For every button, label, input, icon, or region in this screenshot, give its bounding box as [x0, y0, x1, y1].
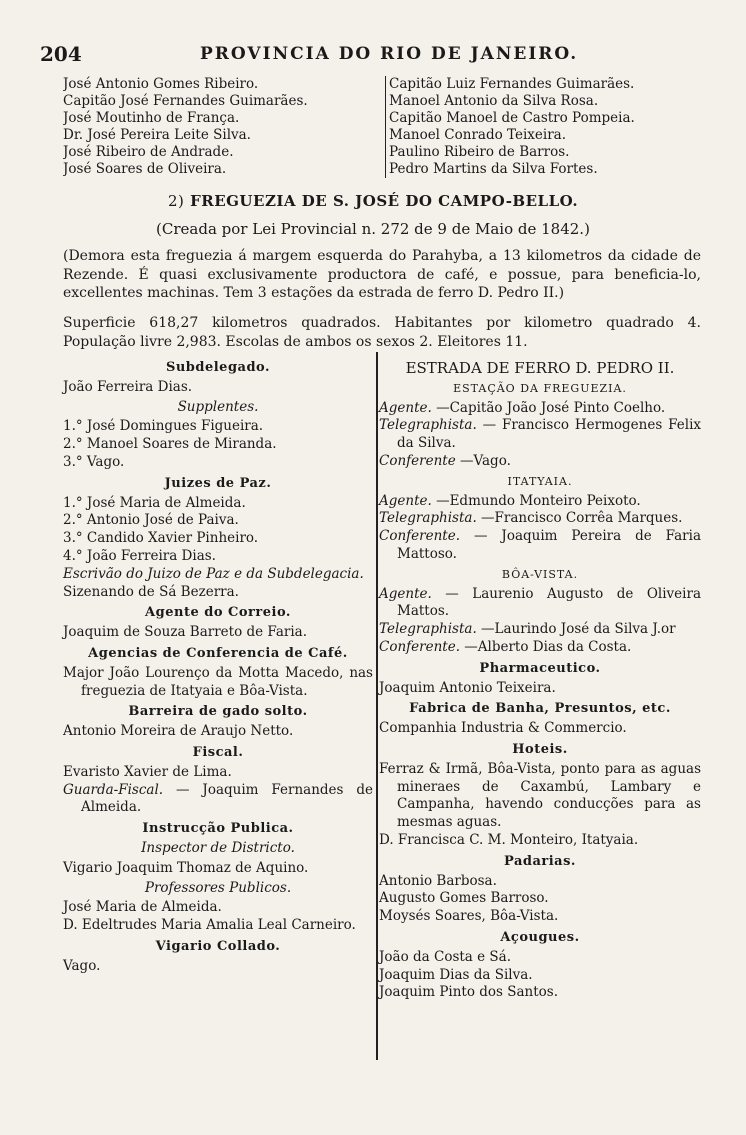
list-item: Joaquim Antonio Teixeira. — [379, 679, 556, 696]
section-name: FREGUEZIA DE S. JOSÉ DO CAMPO-BELLO. — [190, 192, 579, 210]
list-item: Antonio Barbosa. — [379, 872, 497, 889]
heading-juizes: Juizes de Paz. — [164, 475, 272, 491]
list-item — [379, 510, 701, 528]
guarda-name: — Joaquim Fernandes de Almeida. — [81, 781, 373, 816]
heading-itatyaia: ITATYAIA. — [507, 474, 573, 488]
role-label: Agente. — [379, 492, 432, 509]
list-item — [379, 621, 701, 639]
list-item: Capitão Manoel de Castro Pompeia. — [389, 110, 635, 126]
heading-inspector: Inspector de Districto. — [141, 839, 295, 856]
list-item: Paulino Ribeiro de Barros. — [389, 144, 570, 160]
left-column — [63, 356, 373, 976]
list-item: Pedro Martins da Silva Fortes. — [389, 161, 598, 177]
heading-hoteis: Hoteis. — [512, 741, 568, 757]
role-label: Telegraphista. — [379, 417, 477, 434]
heading-professores: Professores Publicos. — [144, 879, 292, 896]
top-list-right — [385, 76, 707, 178]
role-name: — Joaquim Pereira de Faria Mattoso. — [397, 528, 702, 562]
list-item: Joaquim de Souza Barreto de Faria. — [63, 624, 308, 641]
list-item: Dr. José Pereira Leite Silva. — [63, 127, 251, 143]
page-number: 204 — [40, 42, 82, 66]
role-name: —Francisco Corrêa Marques. — [481, 510, 683, 527]
list-item: Joaquim Pinto dos Santos. — [379, 984, 559, 1001]
list-item: Augusto Gomes Barroso. — [379, 890, 549, 907]
list-item: Sizenando de Sá Bezerra. — [63, 583, 239, 600]
list-item: 3.° Vago. — [63, 453, 125, 470]
heading-acougues: Açougues. — [500, 929, 580, 945]
top-list-left — [63, 76, 378, 178]
section-number: 2) — [167, 192, 185, 210]
list-item: Vago. — [63, 957, 101, 974]
section-stats: Superficie 618,27 kilometros quadrados. Habitantes por kilometro quadrado 4. População livre 2,983. Escolas de ambos os sexos 2. Eleitores 11. — [63, 315, 701, 350]
heading-pharmaceutico: Pharmaceutico. — [479, 660, 601, 676]
list-item — [379, 528, 701, 564]
list-item: Vigario Joaquim Thomaz de Aquino. — [63, 859, 309, 876]
list-item: Companhia Industria & Commercio. — [379, 720, 627, 737]
heading-fabrica: Fabrica de Banha, Presuntos, etc. — [409, 701, 671, 717]
heading-padarias: Padarias. — [504, 853, 576, 869]
list-item: João da Costa e Sá. — [379, 948, 512, 965]
right-column — [379, 360, 701, 1002]
heading-fiscal: Fiscal. — [192, 744, 244, 760]
role-label: Conferente — [379, 452, 456, 469]
list-item: 1.° José Maria de Almeida. — [63, 494, 246, 511]
list-item: Manoel Antonio da Silva Rosa. — [389, 93, 599, 109]
list-item: Capitão Luiz Fernandes Guimarães. — [389, 76, 635, 92]
list-item — [379, 417, 701, 453]
list-item — [63, 782, 373, 818]
list-item: 3.° Candido Xavier Pinheiro. — [63, 530, 259, 547]
role-label: Telegraphista. — [379, 621, 477, 638]
column-divider — [376, 352, 378, 1060]
list-item: Moysés Soares, Bôa-Vista. — [379, 908, 559, 925]
list-item: João Ferreira Dias. — [63, 378, 193, 395]
list-item: Manoel Conrado Teixeira. — [389, 127, 566, 143]
role-label: Telegraphista. — [379, 510, 477, 527]
page-header — [40, 42, 700, 68]
list-item: D. Edeltrudes Maria Amalia Leal Carneiro. — [63, 917, 356, 934]
list-item: Antonio Moreira de Araujo Netto. — [63, 723, 294, 740]
list-item: José Antonio Gomes Ribeiro. — [63, 76, 259, 92]
heading-boavista: BÔA-VISTA. — [501, 567, 579, 581]
role-name: —Edmundo Monteiro Peixoto. — [436, 492, 641, 509]
list-item: José Soares de Oliveira. — [63, 161, 227, 177]
heading-vigario: Vigario Collado. — [155, 938, 281, 954]
list-item: Joaquim Dias da Silva. — [379, 966, 533, 983]
list-item: D. Francisca C. M. Monteiro, Itatyaia. — [379, 831, 639, 848]
list-item: 2.° Antonio José de Paiva. — [63, 512, 239, 529]
section-intro: (Demora esta freguezia á margem esquerda do Parahyba, a 13 kilometros da cidade de Rezende. É quasi exclusivamente productora de café, e possue, para beneficia-lo, excellentes machinas. Tem 3 estações da estrada de ferro D. Pedro II.) — [63, 248, 701, 301]
list-item — [379, 639, 701, 657]
role-name: —Vago. — [460, 452, 511, 469]
list-item: 4.° João Ferreira Dias. — [63, 547, 216, 564]
list-item: José Ribeiro de Andrade. — [63, 144, 234, 160]
heading-barreira: Barreira de gado solto. — [128, 704, 308, 720]
list-item: 2.° Manoel Soares de Miranda. — [63, 436, 277, 453]
list-item: Evaristo Xavier de Lima. — [63, 763, 232, 780]
heading-supplentes: Supplentes. — [177, 398, 259, 415]
heading-correio: Agente do Correio. — [145, 605, 291, 621]
page-title: PROVINCIA DO RIO DE JANEIRO. — [200, 44, 579, 64]
heading-instrucao: Instrucção Publica. — [142, 821, 294, 837]
role-label: Agente. — [379, 585, 432, 602]
role-label: Conferente. — [379, 528, 460, 545]
list-item: José Moutinho de França. — [63, 110, 240, 126]
role-label: Conferente. — [379, 638, 460, 655]
list-item: Major João Lourenço da Motta Macedo, nas freguezia de Itatyaia e Bôa-Vista. — [63, 664, 373, 699]
list-item — [379, 586, 701, 622]
list-item: 1.° José Domingues Figueira. — [63, 418, 264, 435]
section-title — [0, 192, 746, 210]
heading-estacao: ESTAÇÃO DA FREGUEZIA. — [453, 381, 627, 395]
list-item: Ferraz & Irmã, Bôa-Vista, ponto para as aguas mineraes de Caxambú, Lambary e Campanha, havendo conducções para as mesmas aguas. — [379, 760, 701, 831]
role-name: — Laurenio Augusto de Oliveira Mattos. — [397, 585, 701, 620]
role-name: — Francisco Hermogenes Felix da Silva. — [397, 417, 701, 452]
list-item — [379, 493, 701, 511]
role-name: —Laurindo José da Silva J.or — [481, 621, 676, 638]
role-label: Agente. — [379, 399, 432, 416]
list-item: Capitão José Fernandes Guimarães. — [63, 93, 308, 109]
list-item — [379, 400, 701, 418]
list-item — [379, 453, 701, 471]
guarda-label: Guarda-Fiscal. — [63, 781, 164, 798]
role-name: —Capitão João José Pinto Coelho. — [436, 399, 666, 416]
section-creation: (Creada por Lei Provincial n. 272 de 9 de Maio de 1842.) — [156, 220, 590, 238]
heading-subdelegado: Subdelegado. — [165, 360, 271, 375]
escrivao-label: Escrivão do Juizo de Paz e da Subdelegacia. — [63, 565, 364, 582]
list-item: José Maria de Almeida. — [63, 899, 222, 916]
role-name: —Alberto Dias da Costa. — [464, 638, 632, 655]
heading-estrada: ESTRADA DE FERRO D. PEDRO II. — [405, 359, 675, 377]
heading-agencias: Agencias de Conferencia de Café. — [88, 645, 348, 661]
